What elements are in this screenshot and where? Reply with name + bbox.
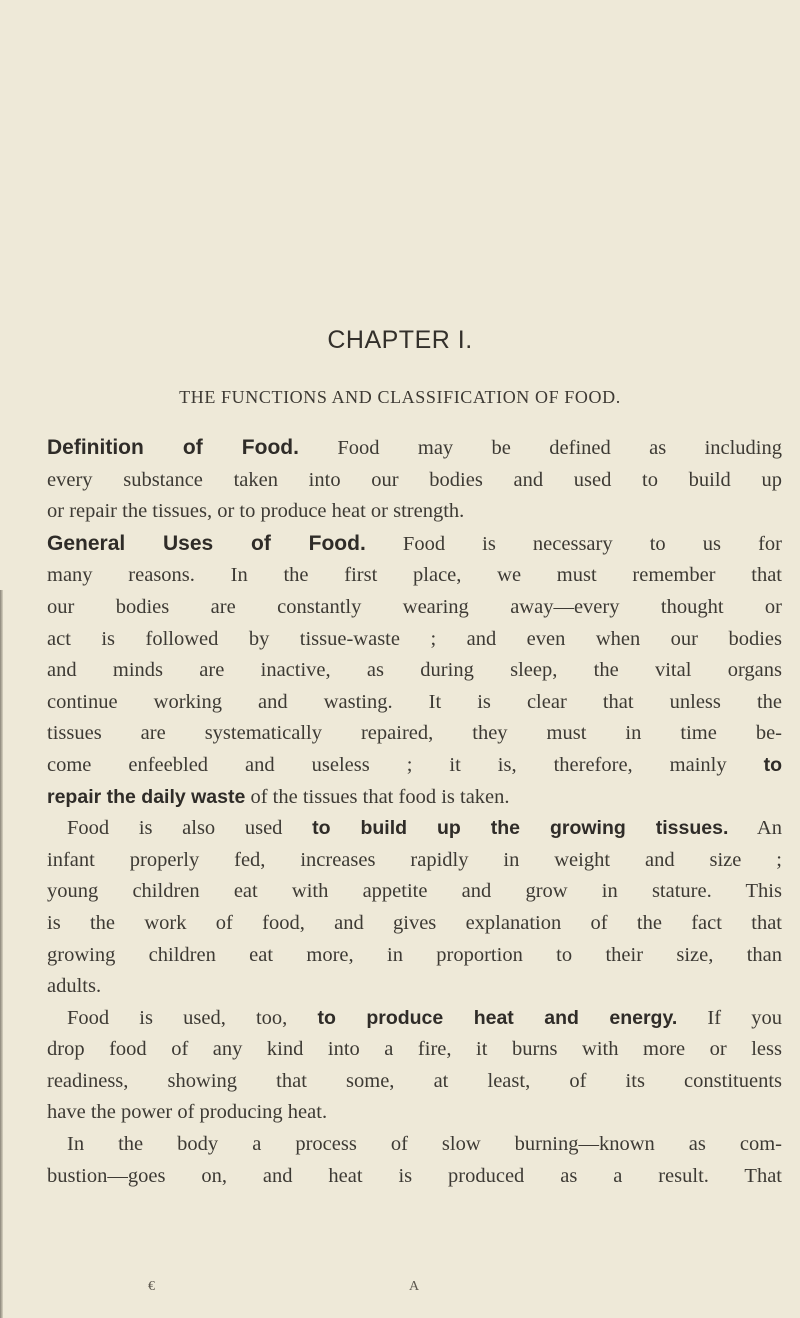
signature-mark-left: € bbox=[148, 1279, 155, 1294]
bold-phrase: to bbox=[763, 753, 782, 776]
text-line: come enfeebled and useless ; it is, therefore, mainly to bbox=[47, 753, 782, 776]
text-line: every substance taken into our bodies and used to build up bbox=[47, 468, 782, 491]
text-line: Food is also used to build up the growing tissues. An bbox=[67, 817, 782, 840]
text-line: growing children eat more, in proportion to their size, than bbox=[47, 943, 782, 966]
text-line: our bodies are constantly wearing away—every thought or bbox=[47, 595, 782, 618]
bold-phrase: to build up the growing tissues. bbox=[312, 817, 729, 840]
text-line: have the power of producing heat. bbox=[47, 1101, 328, 1124]
text-line: young children eat with appetite and grow in stature. This bbox=[47, 880, 782, 903]
text-line: General Uses of Food. Food is necessary to us for bbox=[47, 531, 782, 555]
text-line: continue working and wasting. It is clear that unless the bbox=[47, 690, 782, 713]
text-line: tissues are systematically repaired, they must in time be- bbox=[47, 722, 782, 745]
text-line: infant properly fed, increases rapidly in weight and size ; bbox=[47, 848, 782, 871]
page-binding-edge bbox=[0, 590, 3, 1318]
chapter-heading: CHAPTER I. bbox=[327, 326, 473, 354]
text-line: or repair the tissues, or to produce heat or strength. bbox=[47, 500, 465, 523]
text-line: adults. bbox=[47, 975, 102, 998]
text-line: Definition of Food. Food may be defined as including bbox=[47, 436, 783, 459]
text-line: bustion—goes on, and heat is produced as a result. That bbox=[47, 1164, 782, 1187]
page-footer bbox=[0, 1279, 800, 1299]
text-line: repair the daily waste of the tissues that food is taken. bbox=[47, 785, 510, 808]
text-line: In the body a process of slow burning—known as com- bbox=[67, 1133, 782, 1156]
text-line: and minds are inactive, as during sleep, the vital organs bbox=[47, 659, 782, 682]
text-line: is the work of food, and gives explanation of the fact that bbox=[47, 911, 782, 934]
body-text bbox=[47, 432, 782, 1192]
text-line: drop food of any kind into a fire, it burns with more or less bbox=[47, 1038, 782, 1061]
signature-mark-right: A bbox=[409, 1279, 420, 1294]
text-line: many reasons. In the first place, we must remember that bbox=[47, 564, 782, 587]
sidehead-general-uses: General Uses of Food. bbox=[47, 531, 366, 555]
bold-phrase: repair the daily waste bbox=[47, 785, 246, 808]
chapter-title: THE FUNCTIONS AND CLASSIFICATION OF FOOD. bbox=[179, 387, 621, 407]
bold-phrase: to produce heat and energy. bbox=[317, 1006, 678, 1029]
text-line: act is followed by tissue-waste ; and even when our bodies bbox=[47, 627, 782, 650]
text-line: readiness, showing that some, at least, of its constituents bbox=[47, 1069, 782, 1092]
sidehead-definition: Definition of Food. bbox=[47, 436, 299, 459]
text-line: Food is used, too, to produce heat and energy. If you bbox=[67, 1006, 782, 1029]
